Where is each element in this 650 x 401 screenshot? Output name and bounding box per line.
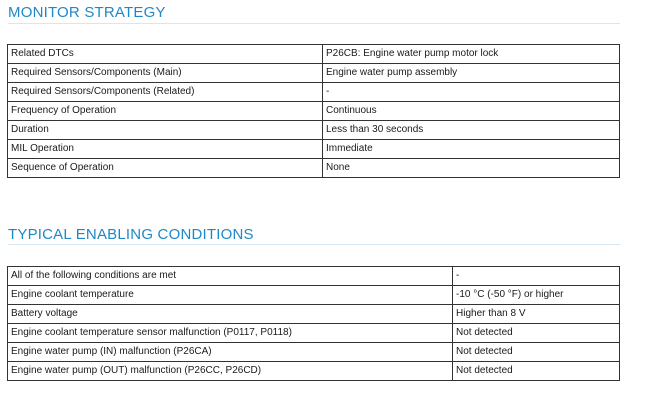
row-label: MIL Operation	[8, 140, 323, 159]
monitor-strategy-table	[7, 44, 620, 178]
row-value: Immediate	[323, 140, 620, 159]
table-row	[8, 286, 620, 305]
table-row	[8, 324, 620, 343]
table-row	[8, 267, 620, 286]
row-value: Higher than 8 V	[453, 305, 620, 324]
table-row	[8, 45, 620, 64]
row-value: -	[453, 267, 620, 286]
row-label: Required Sensors/Components (Related)	[8, 83, 323, 102]
row-label: Sequence of Operation	[8, 159, 323, 178]
table-row	[8, 121, 620, 140]
table-row	[8, 64, 620, 83]
row-value: P26CB: Engine water pump motor lock	[323, 45, 620, 64]
row-label: Duration	[8, 121, 323, 140]
row-label: Required Sensors/Components (Main)	[8, 64, 323, 83]
row-label: Related DTCs	[8, 45, 323, 64]
typical-enabling-conditions-divider	[8, 244, 620, 245]
row-value: Engine water pump assembly	[323, 64, 620, 83]
row-label: Engine coolant temperature	[8, 286, 453, 305]
monitor-strategy-heading: MONITOR STRATEGY	[8, 4, 166, 21]
row-label: Battery voltage	[8, 305, 453, 324]
row-value: Less than 30 seconds	[323, 121, 620, 140]
row-label: Frequency of Operation	[8, 102, 323, 121]
row-value: -10 °C (-50 °F) or higher	[453, 286, 620, 305]
table-row	[8, 305, 620, 324]
row-value: Not detected	[453, 362, 620, 381]
monitor-strategy-divider	[8, 23, 620, 24]
row-label: Engine coolant temperature sensor malfunction (P0117, P0118)	[8, 324, 453, 343]
table-row	[8, 83, 620, 102]
typical-enabling-conditions-table	[7, 266, 620, 381]
typical-enabling-conditions-heading: TYPICAL ENABLING CONDITIONS	[8, 226, 254, 243]
table-row	[8, 159, 620, 178]
row-value: Not detected	[453, 343, 620, 362]
row-value: Continuous	[323, 102, 620, 121]
table-row	[8, 362, 620, 381]
row-label: Engine water pump (OUT) malfunction (P26CC, P26CD)	[8, 362, 453, 381]
row-value: None	[323, 159, 620, 178]
table-row	[8, 102, 620, 121]
row-label: All of the following conditions are met	[8, 267, 453, 286]
row-value: -	[323, 83, 620, 102]
row-label: Engine water pump (IN) malfunction (P26CA)	[8, 343, 453, 362]
table-row	[8, 343, 620, 362]
row-value: Not detected	[453, 324, 620, 343]
table-row	[8, 140, 620, 159]
